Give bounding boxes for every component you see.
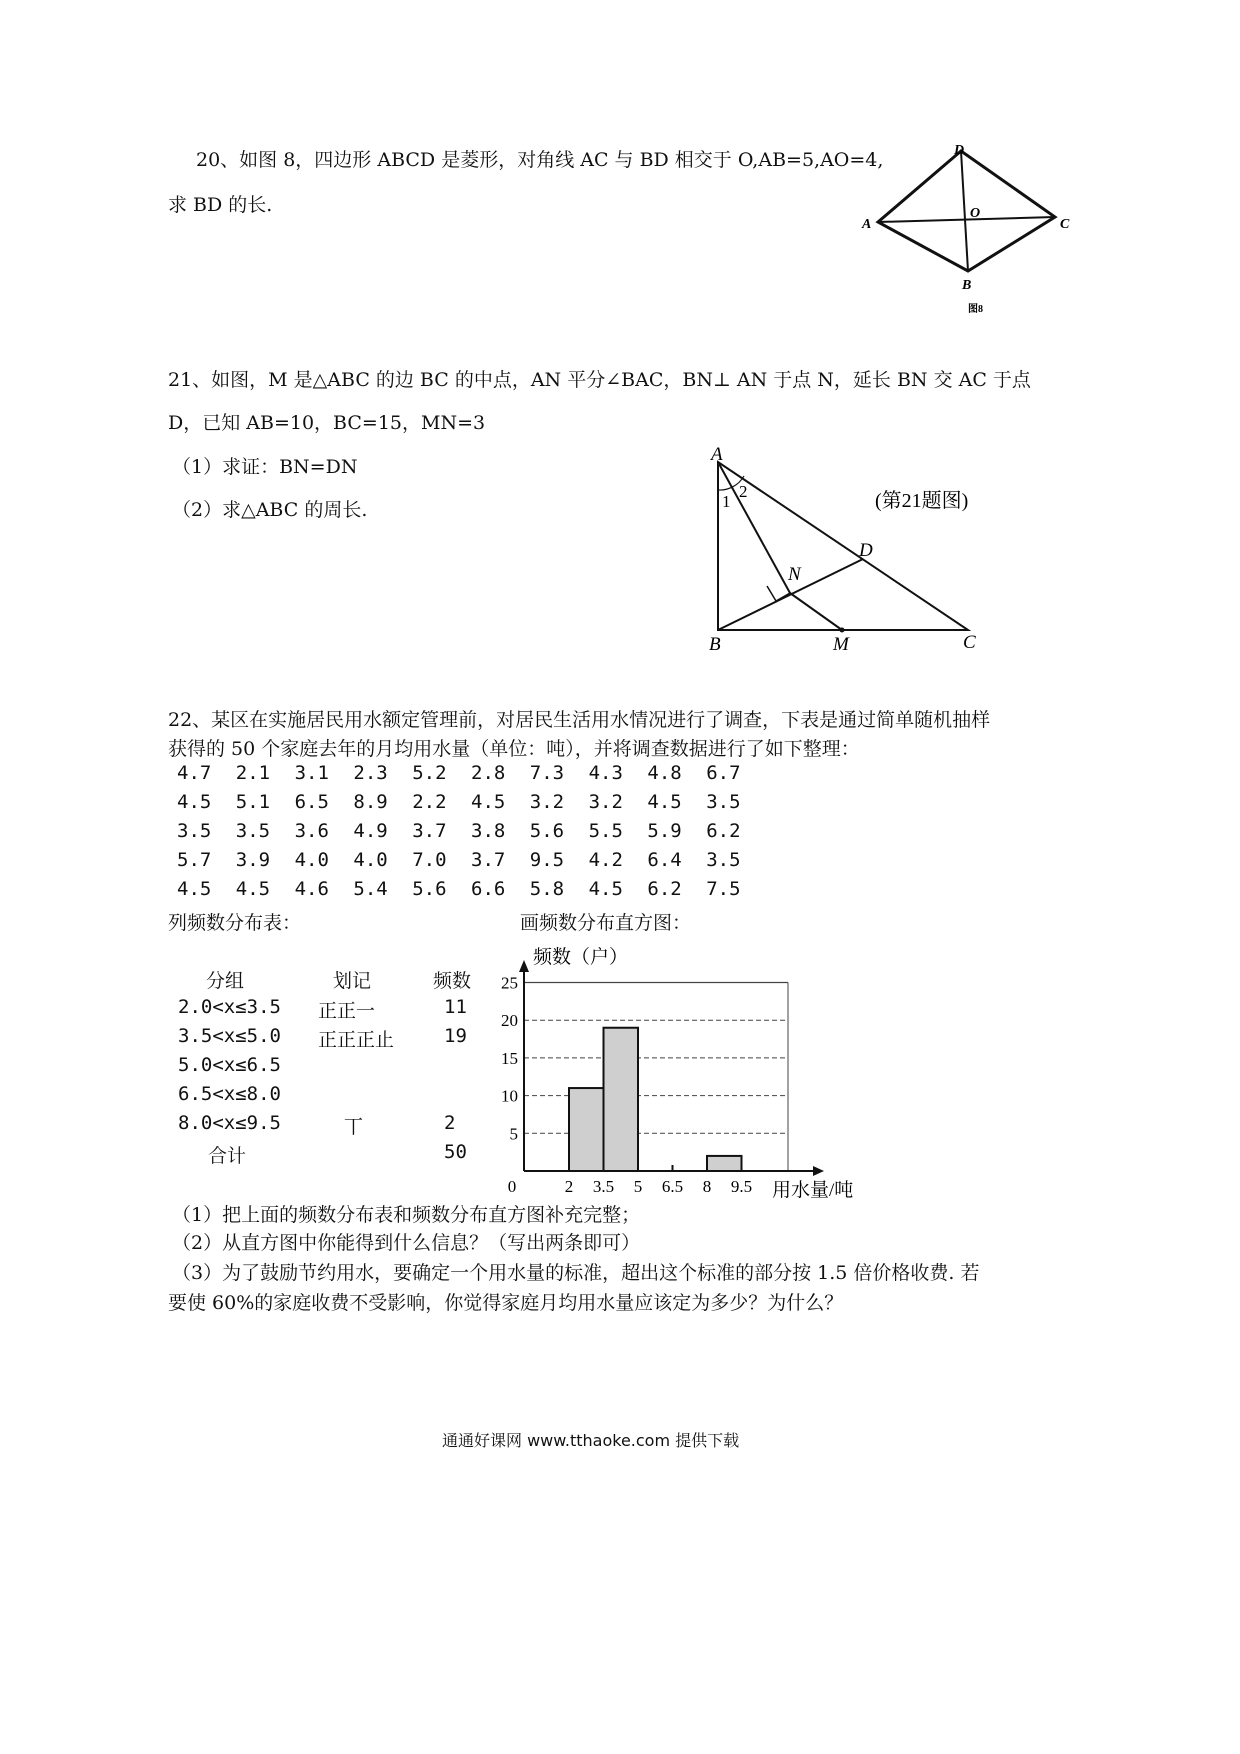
segment-an [718, 462, 790, 593]
histogram [478, 940, 898, 1205]
y-axis-title: 频数（户） [533, 947, 629, 968]
q22-line2: 获得的 50 个家庭去年的月均用水量（单位：吨），并将调查数据进行了如下整理： [168, 738, 860, 760]
data-cell: 5.9 [647, 820, 682, 842]
triangle-figure [695, 440, 995, 655]
data-cell: 9.5 [529, 849, 565, 871]
data-cell: 4.0 [353, 849, 388, 871]
freq-header-count: 频数 [433, 970, 472, 992]
q21-sub2: （2）求△ABC 的周长. [172, 499, 368, 521]
q22-sub1: （1）把上面的频数分布表和频数分布直方图补充完整； [172, 1204, 641, 1226]
freq-cell-group: 2.0<x≤3.5 [178, 996, 281, 1018]
figure-21-caption: (第21题图) [875, 490, 969, 512]
y-tick-label: 20 [501, 1011, 518, 1031]
data-cell: 2.1 [235, 762, 271, 784]
y-tick-label: 5 [509, 1124, 518, 1144]
data-cell: 4.5 [177, 791, 212, 813]
freq-cell-count: 50 [444, 1141, 467, 1163]
data-cell: 3.5 [235, 820, 271, 842]
data-cell: 6.2 [706, 820, 741, 842]
histogram-bar [569, 1088, 604, 1171]
label-a: A [862, 217, 872, 232]
data-cell: 4.5 [235, 878, 271, 900]
data-cell: 3.2 [529, 791, 565, 813]
data-cell: 6.4 [647, 849, 682, 871]
histogram-y-ticks [501, 974, 518, 1144]
q20-line2: 求 BD 的长. [168, 194, 273, 216]
data-cell: 6.6 [471, 878, 506, 900]
data-cell: 7.3 [529, 762, 565, 784]
label-c: C [963, 632, 976, 653]
data-cell: 4.0 [294, 849, 329, 871]
freq-header-group: 分组 [206, 970, 245, 992]
x-tick-label: 3.5 [592, 1177, 615, 1196]
x-tick-label: 6.5 [661, 1177, 684, 1196]
data-cell: 4.6 [294, 878, 329, 900]
freq-table-caption: 列频数分布表： [168, 912, 302, 934]
diagonal-ac [878, 217, 1055, 222]
q22-sub3-line2: 要使 60%的家庭收费不受影响，你觉得家庭月均用水量应该定为多少？为什么？ [168, 1292, 844, 1314]
x-tick-label: 2 [564, 1177, 574, 1196]
label-c: C [1060, 217, 1070, 232]
q22-line1: 22、某区在实施居民用水额定管理前，对居民生活用水情况进行了调查，下表是通过简单随机抽样 [168, 709, 991, 731]
data-cell: 4.3 [588, 762, 623, 784]
data-cell: 8.9 [353, 791, 388, 813]
x-axis-title: 用水量/吨 [772, 1180, 854, 1201]
data-cell: 4.5 [177, 878, 212, 900]
histogram-bar [604, 1028, 639, 1171]
data-cell: 5.5 [588, 820, 623, 842]
data-cell: 3.5 [177, 820, 212, 842]
freq-cell-group: 6.5<x≤8.0 [178, 1083, 281, 1105]
q21-line1: 21、如图，M 是△ABC 的边 BC 的中点，AN 平分∠BAC，BN⊥ AN 于点 N，延长 BN 交 AC 于点 [168, 369, 1031, 391]
data-cell: 5.6 [529, 820, 565, 842]
freq-header-tally: 划记 [333, 970, 372, 992]
x-axis-arrow [813, 1166, 824, 1176]
data-cell: 2.3 [353, 762, 388, 784]
figure-8-caption: 图8 [968, 304, 983, 315]
angle-2-label: 2 [739, 482, 748, 501]
x-tick-label: 0 [507, 1177, 517, 1196]
freq-cell-count: 11 [444, 996, 467, 1018]
data-cell: 5.6 [412, 878, 447, 900]
freq-cell-group: 合计 [208, 1145, 247, 1167]
histogram-bars [569, 1028, 742, 1171]
angle-1-label: 1 [722, 492, 731, 511]
freq-cell-group: 5.0<x≤6.5 [178, 1054, 281, 1076]
label-m: M [833, 634, 849, 655]
data-cell: 3.2 [588, 791, 623, 813]
label-b: B [709, 634, 721, 655]
data-cell: 4.5 [647, 791, 682, 813]
label-n: N [788, 564, 801, 585]
data-cell: 4.5 [471, 791, 506, 813]
data-cell: 5.4 [353, 878, 388, 900]
freq-cell-group: 8.0<x≤9.5 [178, 1112, 281, 1134]
data-cell: 2.8 [471, 762, 506, 784]
label-o: O [970, 206, 981, 221]
data-cell: 6.2 [647, 878, 682, 900]
point-m [840, 628, 845, 633]
triangle-abc [718, 462, 968, 630]
q20-line1: 20、如图 8，四边形 ABCD 是菱形，对角线 AC 与 BD 相交于 O,AB=5,AO=4, [196, 149, 884, 171]
data-cell: 5.2 [412, 762, 447, 784]
label-b: B [962, 278, 972, 293]
data-cell: 3.8 [471, 820, 506, 842]
data-cell: 5.1 [235, 791, 271, 813]
data-cell: 5.7 [177, 849, 212, 871]
freq-cell-count: 19 [444, 1025, 467, 1047]
q21-line2: D，已知 AB=10，BC=15，MN=3 [168, 412, 486, 434]
histogram-grid [524, 983, 788, 1172]
data-cell: 3.7 [471, 849, 506, 871]
freq-cell-group: 3.5<x≤5.0 [178, 1025, 281, 1047]
freq-cell-tally: 丅 [344, 1116, 364, 1138]
q21-sub1: （1）求证：BN=DN [172, 456, 358, 478]
data-cell: 2.2 [412, 791, 447, 813]
data-cell: 3.5 [706, 791, 741, 813]
footer-source: 通通好课网 www.tthaoke.com 提供下载 [442, 1431, 740, 1450]
data-cell: 4.5 [588, 878, 623, 900]
label-a: A [711, 444, 723, 465]
label-d: D [954, 143, 965, 158]
data-cell: 3.5 [706, 849, 741, 871]
y-tick-label: 25 [501, 973, 518, 993]
y-axis-arrow [519, 960, 529, 972]
data-cell: 4.2 [588, 849, 623, 871]
q22-sub2: （2）从直方图中你能得到什么信息？（写出两条即可） [172, 1232, 641, 1254]
y-tick-label: 10 [501, 1086, 518, 1106]
rhombus-figure [850, 140, 1080, 325]
segment-nm [790, 593, 842, 630]
data-cell: 4.8 [647, 762, 682, 784]
x-tick-label: 8 [702, 1177, 712, 1196]
histogram-x-ticks [508, 1177, 752, 1196]
q22-sub3-line1: （3）为了鼓励节约用水，要确定一个用水量的标准，超出这个标准的部分按 1.5 倍价格收费. 若 [172, 1262, 980, 1284]
x-tick-label: 9.5 [730, 1177, 753, 1196]
data-cell: 3.7 [412, 820, 447, 842]
label-d: D [859, 540, 873, 561]
x-tick-label: 5 [633, 1177, 643, 1196]
diagonal-bd [961, 151, 968, 271]
data-cell: 7.5 [706, 878, 741, 900]
data-cell: 6.5 [294, 791, 329, 813]
data-cell: 6.7 [706, 762, 741, 784]
data-cell: 7.0 [412, 849, 447, 871]
data-cell: 3.1 [294, 762, 329, 784]
data-cell: 3.6 [294, 820, 329, 842]
data-cell: 5.8 [529, 878, 565, 900]
histogram-bar [707, 1156, 742, 1171]
y-tick-label: 15 [501, 1048, 518, 1068]
histogram-caption: 画频数分布直方图： [520, 912, 692, 934]
freq-cell-tally: 正正一 [318, 1000, 376, 1022]
data-cell: 4.7 [177, 762, 212, 784]
data-cell: 3.9 [235, 849, 271, 871]
data-cell: 4.9 [353, 820, 388, 842]
freq-cell-tally: 正正正止 [318, 1029, 395, 1051]
freq-cell-count: 2 [444, 1112, 456, 1134]
